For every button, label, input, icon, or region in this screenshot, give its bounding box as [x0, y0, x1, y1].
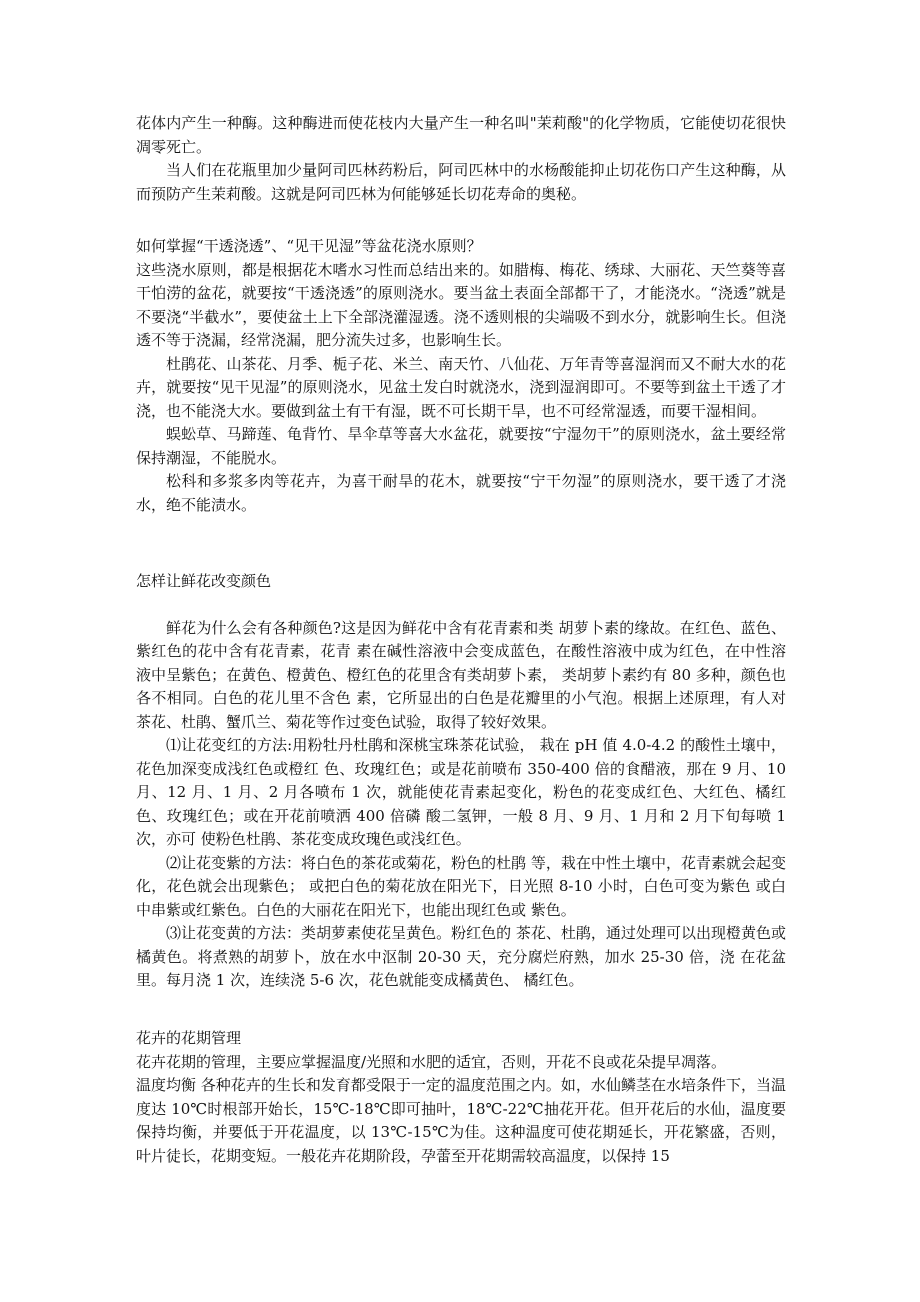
section-watering	[136, 235, 786, 517]
section-aspirin	[136, 112, 786, 206]
paragraph: 松科和多浆多肉等花卉，为喜干耐旱的花木，就要按“宁干勿湿”的原则浇水，要干透了才浇水，绝不能渍水。	[136, 472, 786, 514]
paragraph: ⑴让花变红的方法:用粉牡丹杜鹃和深桃宝珠茶花试验， 栽在 pH 值 4.0-4.2 的酸性土壤中，花色加深变成浅红色或橙红 色、玫瑰红色；或是花前喷布 350-400 倍的食醋液，那在 9 月、10 月、12 月、1 月、2 月各喷布 1 次，就能使花青素起变化，粉色的花变成红色、大红色、橘红色、玫瑰红色；或在开花前喷洒 400 倍磷 酸二氢钾，一般 8 月、9 月、1 月和 2 月下旬每喷 1 次，亦可 使粉色杜鹃、茶花变成玫瑰色或浅红色。	[136, 736, 786, 848]
section-title: 花卉的花期管理	[136, 1029, 242, 1047]
paragraph: 蜈蚣草、马蹄莲、龟背竹、旱伞草等喜大水盆花，就要按“宁湿勿干”的原则浇水，盆土要经常保持潮湿，不能脱水。	[136, 425, 786, 467]
section-flower-color	[136, 570, 786, 993]
section-title: 怎样让鲜花改变颜色	[136, 572, 272, 590]
paragraph: ⑵让花变紫的方法：将白色的茶花或菊花，粉色的杜鹃 等，栽在中性土壤中，花青素就会起变化，花色就会出现紫色； 或把白色的菊花放在阳光下，日光照 8-10 小时，白色可变为紫色 或白中串紫或红紫色。白色的大丽花在阳光下，也能出现红色或 紫色。	[136, 853, 786, 919]
blank-line	[136, 594, 786, 617]
paragraph: 花体内产生一种酶。这种酶进而使花枝内大量产生一种名叫"茉莉酸"的化学物质，它能使切花很快凋零死亡。	[136, 114, 786, 156]
section-title: 如何掌握“干透浇透”、“见干见湿”等盆花浇水原则？	[136, 237, 482, 255]
paragraph: 温度均衡 各种花卉的生长和发育都受限于一定的温度范围之内。如，水仙鳞茎在水培条件下，当温度达 10℃时根部开始长，15℃-18℃即可抽叶，18℃-22℃抽花开花。但开花后的水仙，温度要保持均衡，并要低于开花温度，以 13℃-15℃为佳。这种温度可使花期延长，开花繁盛，否则，叶片徒长，花期变短。一般花卉花期阶段，孕蕾至开花期需较高温度，以保持 15	[136, 1076, 786, 1165]
paragraph: 花卉花期的管理，主要应掌握温度/光照和水肥的适宜，否则，开花不良或花朵提早凋落。	[136, 1052, 727, 1071]
paragraph: ⑶让花变黄的方法：类胡萝素使花呈黄色。粉红色的 茶花、杜鹃，通过处理可以出现橙黄色或橘黄色。将煮熟的胡萝卜，放在水中沤制 20-30 天，充分腐烂府熟，加水 25-30 倍，浇 在花盆里。每月浇 1 次，连续浇 5-6 次，花色就能变成橘黄色、 橘红色。	[136, 924, 786, 989]
paragraph: 鲜花为什么会有各种颜色?这是因为鲜花中含有花青素和类 胡萝卜素的缘故。在红色、蓝色、紫红色的花中含有花青素，花青 素在碱性溶液中会变成蓝色，在酸性溶液中成为红色，在中性溶 液中呈紫色；在黄色、橙黄色、橙红色的花里含有类胡萝卜素， 类胡萝卜素约有 80 多种，颜色也各不相同。白色的花儿里不含色 素，它所显出的白色是花瓣里的小气泡。根据上述原理，有人对 茶花、杜鹃、蟹爪兰、菊花等作过变色试验，取得了较好效果。	[136, 618, 786, 731]
paragraph: 杜鹃花、山茶花、月季、栀子花、米兰、南天竹、八仙花、万年青等喜湿润而又不耐大水的花卉，就要按“见干见湿”的原则浇水，见盆土发白时就浇水，浇到湿润即可。不要等到盆土干透了才浇，也不能浇大水。要做到盆土有干有湿，既不可长期干旱，也不可经常湿透，而要干湿相间。	[136, 354, 786, 420]
section-flowering-period	[136, 1027, 786, 1168]
paragraph: 当人们在花瓶里加少量阿司匹林药粉后，阿司匹林中的水杨酸能抑止切花伤口产生这种酶，从而预防产生茉莉酸。这就是阿司匹林为何能够延长切花寿命的奥秘。	[136, 161, 786, 203]
paragraph: 这些浇水原则，都是根据花木嗜水习性而总结出来的。如腊梅、梅花、绣球、大丽花、天竺葵等喜干怕涝的盆花，就要按“干透浇透”的原则浇水。要当盆土表面全部都干了，才能浇水。“浇透”就是不要浇“半截水”，要使盆土上下全部浇灌湿透。浇不透则根的尖端吸不到水分，就影响生长。但浇透不等于浇漏，经常浇漏，肥分流失过多，也影响生长。	[136, 260, 786, 349]
